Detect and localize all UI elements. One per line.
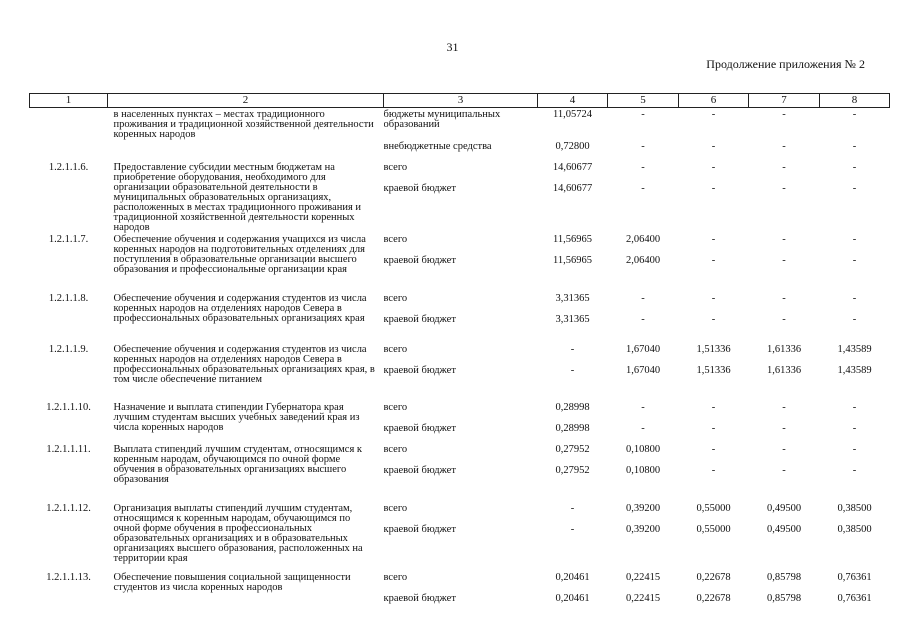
value-col-7: - xyxy=(782,402,786,413)
value-col-5-cell xyxy=(608,161,679,233)
value-col-7: - xyxy=(782,465,786,476)
value-col-7: - xyxy=(782,183,786,194)
value-col-8: 1,43589 xyxy=(837,365,872,376)
value-col-4: 0,72800 xyxy=(555,141,590,152)
value-col-4-cell xyxy=(538,502,608,571)
value-col-6: - xyxy=(711,234,716,245)
funding-source: всего xyxy=(383,402,408,413)
funding-source: краевой бюджет xyxy=(383,183,456,194)
column-header: 2 xyxy=(108,94,384,108)
value-col-8: - xyxy=(852,402,857,413)
value-col-4: 0,28998 xyxy=(555,402,590,413)
value-col-5: 1,67040 xyxy=(625,365,661,376)
measure-name: Обеспечение повышения социальной защищенности студентов из числа коренных народов xyxy=(113,572,351,593)
value-col-7-cell xyxy=(749,401,820,443)
table-row xyxy=(30,161,890,233)
value-col-6-cell xyxy=(679,571,749,613)
funding-source: всего xyxy=(383,444,408,455)
column-header: 3 xyxy=(384,94,538,108)
table-row xyxy=(30,233,890,292)
value-col-8: - xyxy=(852,141,857,152)
value-col-5-cell xyxy=(608,108,679,162)
value-col-5: 2,06400 xyxy=(625,255,661,266)
funding-source: всего xyxy=(383,503,408,514)
value-col-8-cell xyxy=(820,343,890,401)
value-col-5: 0,39200 xyxy=(625,503,661,514)
value-col-7-cell xyxy=(749,343,820,401)
value-col-7: - xyxy=(782,109,786,120)
value-col-8: - xyxy=(852,465,857,476)
value-col-6: - xyxy=(711,255,716,266)
value-col-5: 0,22415 xyxy=(625,593,661,604)
value-col-5: - xyxy=(641,314,645,325)
value-col-7: - xyxy=(782,314,786,325)
value-col-6: 0,22678 xyxy=(696,593,731,604)
value-col-6: - xyxy=(711,465,716,476)
value-col-8: - xyxy=(852,183,857,194)
row-number: 1.2.1.1.12. xyxy=(46,503,91,514)
value-col-8: - xyxy=(852,234,857,245)
value-col-4-cell xyxy=(538,161,608,233)
funding-source-cell xyxy=(384,292,538,343)
value-col-6-cell xyxy=(679,343,749,401)
table-row xyxy=(30,108,890,162)
measure-name: в населенных пунктах – местах традиционного проживания и традиционной хозяйственной деятельности коренных народов xyxy=(113,109,374,140)
value-col-6: - xyxy=(711,444,716,455)
value-col-4: 0,28998 xyxy=(555,423,590,434)
measure-name: Обеспечение обучения и содержания студентов из числа коренных народов на отделениях народов Севера в профессиональных образовательных организациях края xyxy=(113,293,367,324)
value-col-6: 1,51336 xyxy=(696,365,731,376)
value-col-4: - xyxy=(570,524,575,535)
value-col-8: - xyxy=(852,162,857,173)
value-col-4: 0,27952 xyxy=(555,444,590,455)
value-col-5-cell xyxy=(608,443,679,502)
value-col-8: 0,76361 xyxy=(837,572,872,583)
table-row xyxy=(30,401,890,443)
table-header-row xyxy=(30,94,890,108)
funding-source: всего xyxy=(383,572,408,583)
value-col-4-cell xyxy=(538,571,608,613)
funding-source: всего xyxy=(383,344,408,355)
value-col-8: - xyxy=(852,255,857,266)
value-col-7-cell xyxy=(749,443,820,502)
funding-source-cell xyxy=(384,343,538,401)
value-col-4: 0,27952 xyxy=(555,465,590,476)
funding-source: всего xyxy=(383,234,408,245)
value-col-5: 1,67040 xyxy=(625,344,661,355)
value-col-8-cell xyxy=(820,502,890,571)
row-number: 1.2.1.1.9. xyxy=(48,344,89,355)
value-col-7: 1,61336 xyxy=(766,344,802,355)
value-col-5: - xyxy=(641,423,645,434)
funding-source: краевой бюджет xyxy=(383,255,456,266)
table-row xyxy=(30,443,890,502)
value-col-4: 0,20461 xyxy=(555,593,590,604)
value-col-7: - xyxy=(782,255,786,266)
value-col-8-cell xyxy=(820,443,890,502)
value-col-7: 0,85798 xyxy=(766,593,802,604)
measure-name: Назначение и выплата стипендии Губернатора края лучшим студентам высших учебных заведений края из числа коренных народов xyxy=(113,402,360,433)
value-col-8: 0,76361 xyxy=(837,593,872,604)
value-col-6-cell xyxy=(679,401,749,443)
funding-source: краевой бюджет xyxy=(383,423,456,434)
row-number: 1.2.1.1.11. xyxy=(46,444,91,455)
value-col-8-cell xyxy=(820,401,890,443)
funding-source-cell xyxy=(384,401,538,443)
value-col-4-cell xyxy=(538,108,608,162)
column-header: 8 xyxy=(820,94,890,108)
measure-name: Обеспечение обучения и содержания учащихся из числа коренных народов на подготовительных отделениях для поступления в образовательные организации высшего образования и профессиональные организации края xyxy=(113,234,366,275)
page-number: 31 xyxy=(446,40,459,54)
value-col-4: 11,05724 xyxy=(553,109,592,120)
measure-name: Обеспечение обучения и содержания студентов из числа коренных народов на отделениях народов Севера в профессиональных образовательных организациях края, в том числе обеспечение питанием xyxy=(113,344,375,385)
value-col-5: - xyxy=(641,183,645,194)
table-row xyxy=(30,343,890,401)
value-col-4: 14,60677 xyxy=(552,183,593,194)
row-number: 1.2.1.1.13. xyxy=(46,572,91,583)
value-col-7: 0,85798 xyxy=(766,572,802,583)
value-col-7-cell xyxy=(749,161,820,233)
value-col-5-cell xyxy=(608,233,679,292)
value-col-7: 0,49500 xyxy=(766,524,802,535)
value-col-5-cell xyxy=(608,502,679,571)
value-col-8: - xyxy=(852,423,857,434)
value-col-6: - xyxy=(711,183,716,194)
value-col-7: 0,49500 xyxy=(766,503,802,514)
value-col-6: - xyxy=(711,162,716,173)
value-col-7: - xyxy=(782,162,786,173)
value-col-6-cell xyxy=(679,292,749,343)
value-col-8: - xyxy=(852,109,857,120)
value-col-4: 11,56965 xyxy=(553,234,592,245)
measure-name: Выплата стипендий лучшим студентам, относящимся к коренным народам, обучающимся по очной форме обучения в образовательных организациях высшего образования xyxy=(113,444,363,485)
column-header: 6 xyxy=(679,94,749,108)
funding-source-cell xyxy=(384,443,538,502)
value-col-4: - xyxy=(570,344,575,355)
row-number: 1.2.1.1.6. xyxy=(48,162,89,173)
value-col-6-cell xyxy=(679,502,749,571)
value-col-8: - xyxy=(852,293,857,304)
value-col-7: - xyxy=(782,423,786,434)
value-col-5: - xyxy=(641,141,645,152)
funding-source-cell xyxy=(384,571,538,613)
value-col-4-cell xyxy=(538,443,608,502)
value-col-8-cell xyxy=(820,161,890,233)
value-col-5: - xyxy=(641,402,645,413)
value-col-8: 0,38500 xyxy=(837,524,872,535)
value-col-6: - xyxy=(711,314,716,325)
value-col-5: - xyxy=(641,162,645,173)
value-col-5: 0,22415 xyxy=(625,572,661,583)
value-col-6-cell xyxy=(679,233,749,292)
value-col-4: - xyxy=(570,503,575,514)
row-number: 1.2.1.1.10. xyxy=(46,402,91,413)
value-col-6: 0,55000 xyxy=(696,524,731,535)
value-col-7-cell xyxy=(749,571,820,613)
measure-name: Организация выплаты стипендий лучшим студентам, относящимся к коренным народам, обучающимся по очной форме обучения в профессиональных образовательных организациях и в образовательных организациях высшего образования, расположенных на территории края xyxy=(113,503,363,564)
row-number: 1.2.1.1.7. xyxy=(48,234,89,245)
value-col-5: - xyxy=(641,109,645,120)
funding-source: краевой бюджет xyxy=(383,524,456,535)
table-body xyxy=(30,108,890,614)
value-col-6: 0,55000 xyxy=(696,503,731,514)
value-col-6: 1,51336 xyxy=(696,344,731,355)
funding-source-cell xyxy=(384,233,538,292)
value-col-7-cell xyxy=(749,502,820,571)
value-col-6: - xyxy=(711,402,716,413)
value-col-6-cell xyxy=(679,443,749,502)
value-col-4: 11,56965 xyxy=(553,255,592,266)
column-header: 5 xyxy=(608,94,679,108)
measure-name: Предоставление субсидии местным бюджетам на приобретение оборудования, необходимого для организации образовательной деятельности в муниципальных образовательных организациях, расположенных в местах традиционного проживания и традиционной хозяйственной деятельности коренных народов xyxy=(113,162,362,233)
value-col-4-cell xyxy=(538,233,608,292)
funding-source: краевой бюджет xyxy=(383,593,456,604)
value-col-5: 0,10800 xyxy=(625,444,661,455)
table-row xyxy=(30,502,890,571)
funding-source: краевой бюджет xyxy=(383,365,456,376)
value-col-8: - xyxy=(852,444,857,455)
value-col-6: - xyxy=(711,423,716,434)
value-col-6: - xyxy=(711,293,716,304)
value-col-5: 2,06400 xyxy=(625,234,661,245)
value-col-4: 3,31365 xyxy=(555,293,590,304)
value-col-6: - xyxy=(711,141,716,152)
column-header: 7 xyxy=(749,94,820,108)
value-col-6-cell xyxy=(679,108,749,162)
funding-source: краевой бюджет xyxy=(383,314,456,325)
row-number xyxy=(30,108,108,162)
value-col-8-cell xyxy=(820,292,890,343)
row-number: 1.2.1.1.8. xyxy=(48,293,89,304)
value-col-5-cell xyxy=(608,571,679,613)
funding-source: краевой бюджет xyxy=(383,465,456,476)
value-col-7: - xyxy=(782,234,786,245)
value-col-8: - xyxy=(852,314,857,325)
value-col-5: 0,39200 xyxy=(625,524,661,535)
value-col-4-cell xyxy=(538,343,608,401)
value-col-6-cell xyxy=(679,161,749,233)
funding-source: всего xyxy=(383,293,408,304)
funding-source: всего xyxy=(383,162,408,173)
value-col-5: 0,10800 xyxy=(625,465,661,476)
column-header: 4 xyxy=(538,94,608,108)
funding-source: внебюджетные средства xyxy=(383,141,492,152)
value-col-7-cell xyxy=(749,292,820,343)
value-col-4-cell xyxy=(538,292,608,343)
funding-source-cell xyxy=(384,161,538,233)
value-col-4: 14,60677 xyxy=(552,162,593,173)
value-col-4: 0,20461 xyxy=(555,572,590,583)
value-col-5-cell xyxy=(608,292,679,343)
value-col-5-cell xyxy=(608,401,679,443)
value-col-6: 0,22678 xyxy=(696,572,731,583)
value-col-8-cell xyxy=(820,108,890,162)
appendix-table xyxy=(29,93,890,613)
value-col-8: 0,38500 xyxy=(837,503,872,514)
value-col-5: - xyxy=(641,293,645,304)
value-col-7-cell xyxy=(749,233,820,292)
value-col-8-cell xyxy=(820,571,890,613)
column-header: 1 xyxy=(30,94,108,108)
value-col-7-cell xyxy=(749,108,820,162)
value-col-8-cell xyxy=(820,233,890,292)
funding-source-cell xyxy=(384,502,538,571)
value-col-7: - xyxy=(782,444,786,455)
value-col-4: - xyxy=(570,365,575,376)
table-row xyxy=(30,292,890,343)
continuation-label: Продолжение приложения № 2 xyxy=(706,57,865,71)
value-col-7: - xyxy=(782,293,786,304)
value-col-4: 3,31365 xyxy=(555,314,590,325)
value-col-6: - xyxy=(711,109,716,120)
funding-source-cell xyxy=(384,108,538,162)
value-col-7: 1,61336 xyxy=(766,365,802,376)
funding-source: бюджеты муниципальных образований xyxy=(383,109,501,130)
value-col-5-cell xyxy=(608,343,679,401)
value-col-7: - xyxy=(782,141,786,152)
table-row xyxy=(30,571,890,613)
value-col-4-cell xyxy=(538,401,608,443)
value-col-8: 1,43589 xyxy=(837,344,872,355)
